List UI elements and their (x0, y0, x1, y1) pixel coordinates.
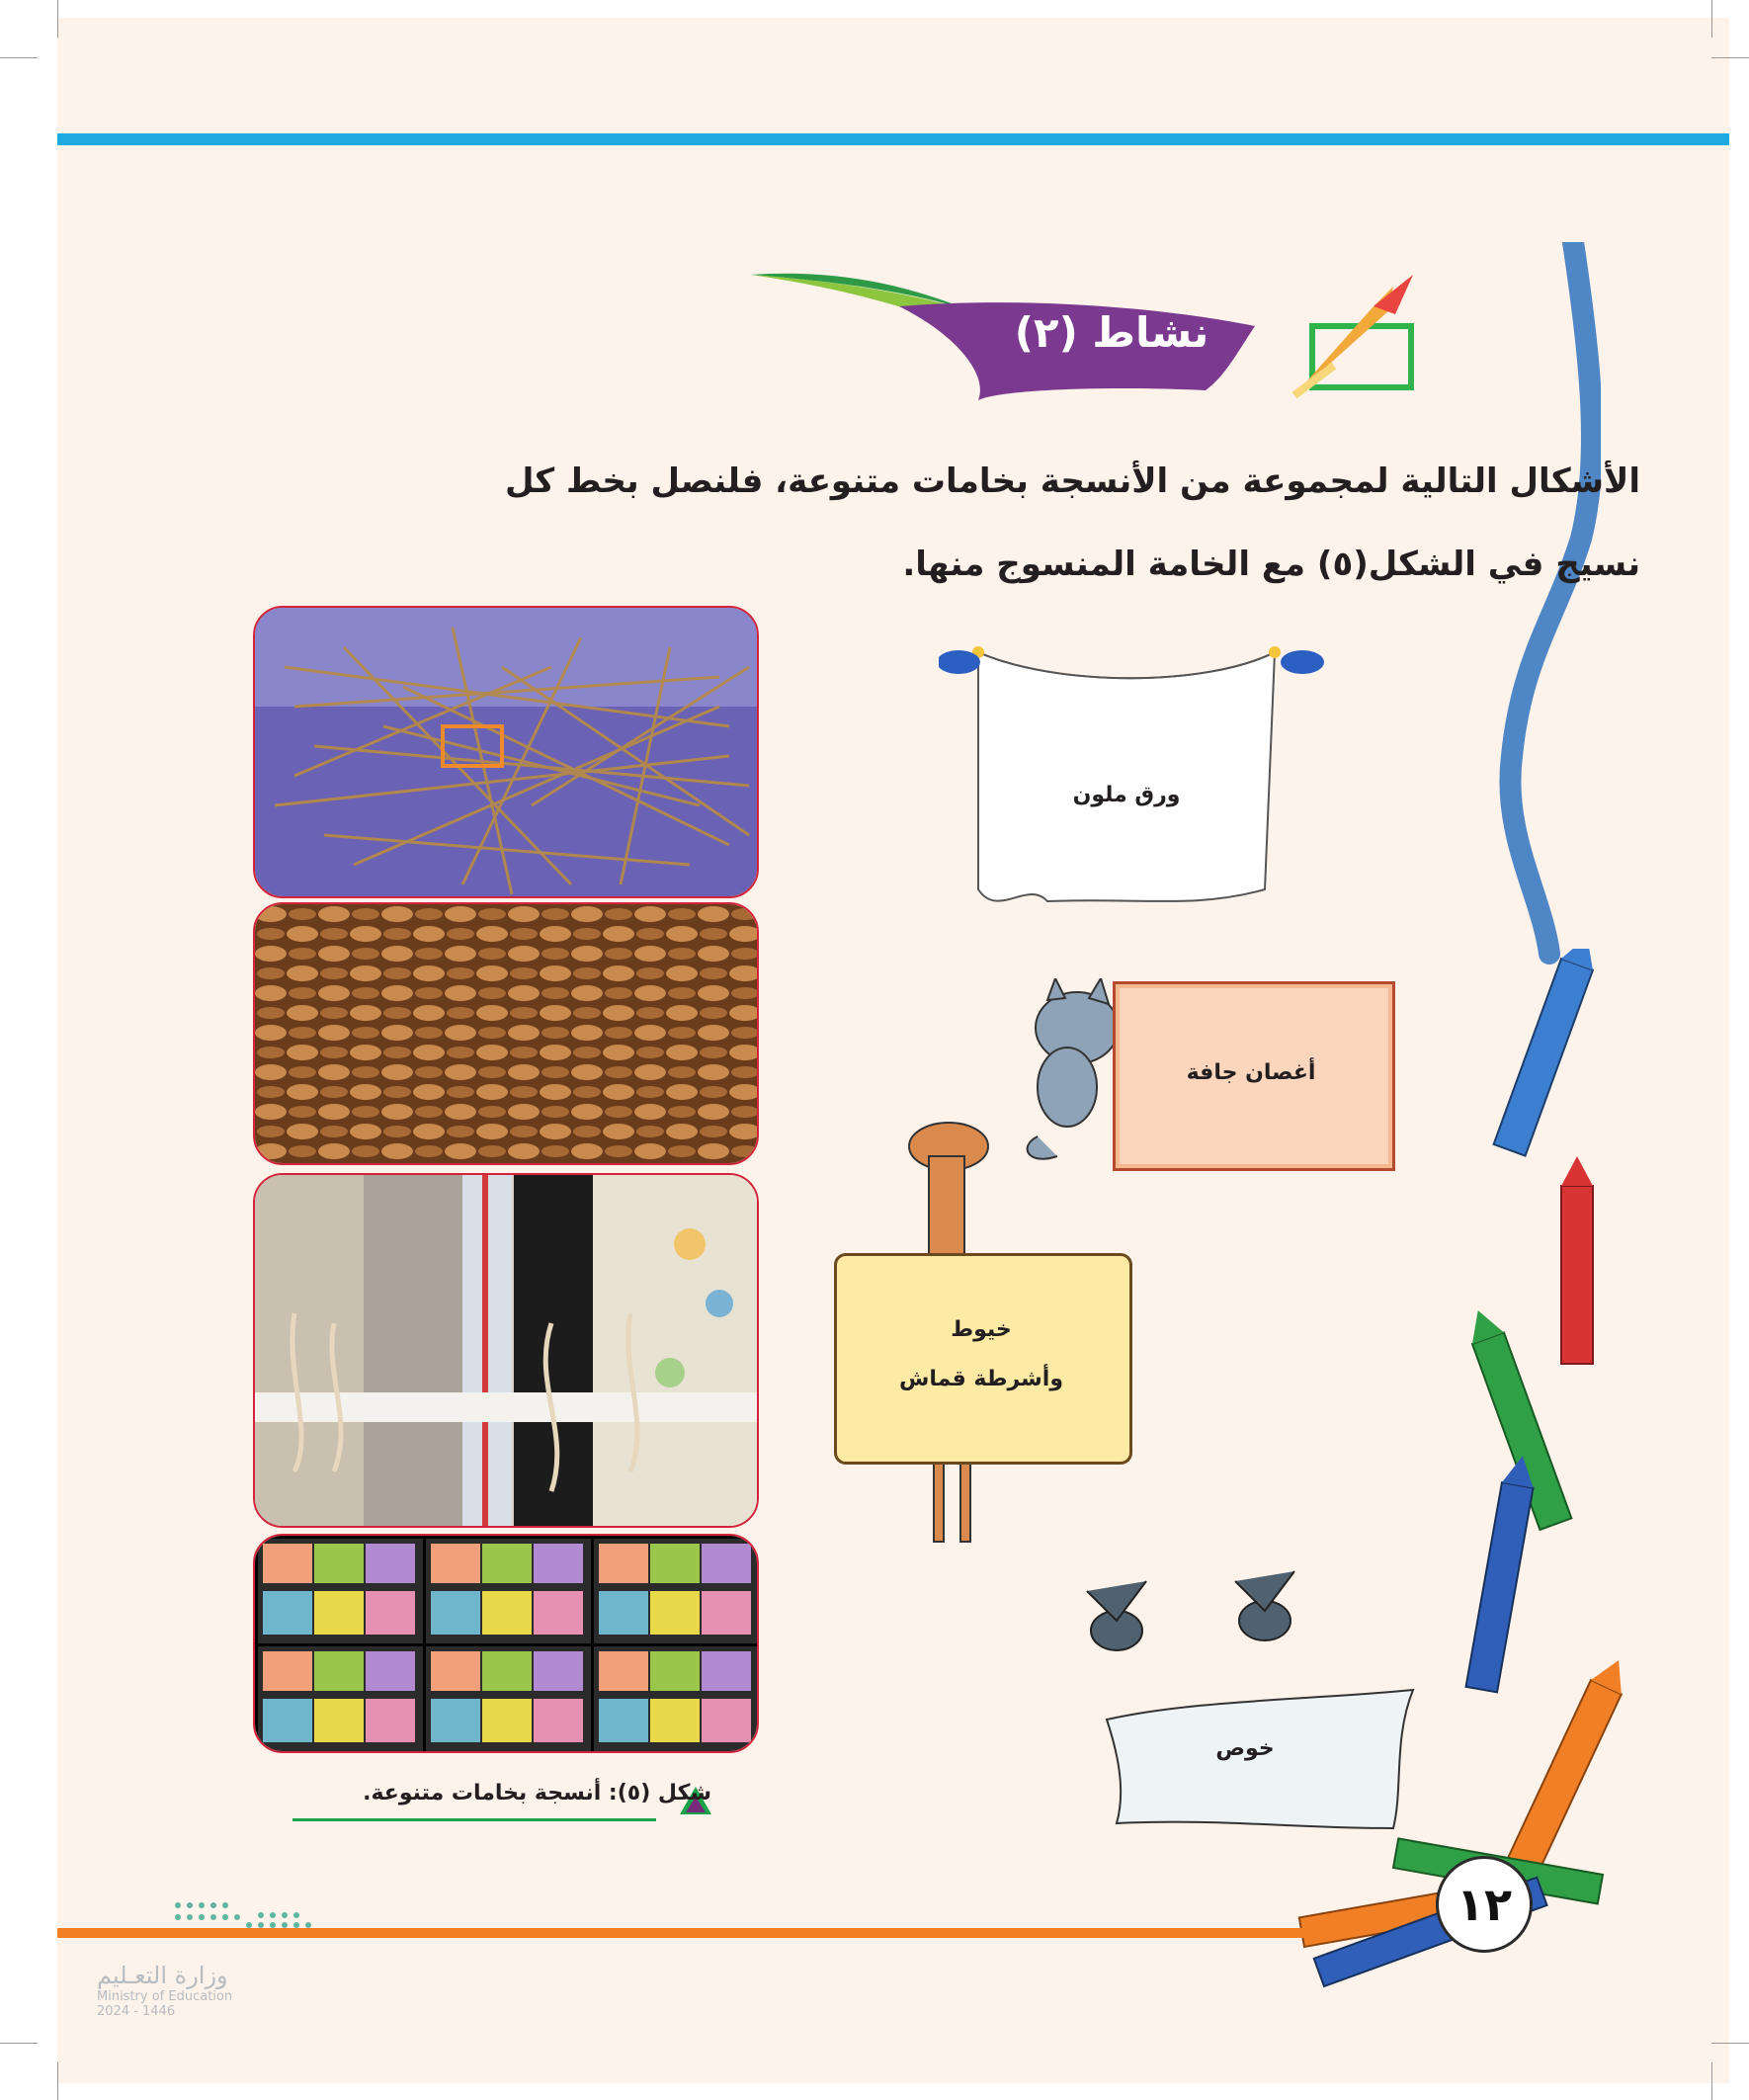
ministry-name-en: Ministry of Education (97, 1989, 233, 2004)
photo-twig-weaving (253, 606, 759, 898)
photo-wicker-weaving (253, 902, 759, 1165)
photo-paper-weaving (253, 1534, 759, 1753)
top-blue-rule (57, 133, 1729, 145)
crop-mark (57, 0, 58, 38)
figure-caption: شكل (٥): أنسجة بخامات متنوعة. (363, 1781, 711, 1806)
caption-underline (292, 1818, 656, 1821)
crop-mark (0, 2043, 38, 2044)
label-dry-branches: أغصان جافة (1186, 1060, 1316, 1085)
box-threads-ribbons (834, 1253, 1132, 1465)
cat-icon (1018, 978, 1126, 1176)
label-palm-leaves: خوص (1215, 1736, 1275, 1761)
photo-thread-weaving (253, 1173, 759, 1528)
crop-mark (57, 2062, 58, 2100)
crop-mark (1711, 2062, 1712, 2100)
instructions-text (237, 440, 1640, 606)
crop-mark (1711, 2043, 1749, 2044)
instructions-line-1: الأشكال التالية لمجموعة من الأنسجة بخامات متنوعة، فلنصل بخط كل (504, 462, 1640, 501)
page-number: ١٢ (1436, 1856, 1533, 1953)
crop-mark (1711, 0, 1712, 38)
label-ribbons: وأشرطة قماش (898, 1367, 1064, 1391)
ministry-name-ar: وزارة التعـليم (97, 1962, 228, 1989)
crayons-decoration (1265, 949, 1660, 1996)
blue-brush-stroke (1462, 242, 1601, 973)
label-threads: خيوط (951, 1317, 1012, 1342)
crop-mark (1711, 57, 1749, 58)
activity-title: نشاط (٢) (1014, 308, 1209, 357)
crop-mark (0, 57, 38, 58)
instructions-line-2: نسيج في الشكل(٥) مع الخامة المنسوج منها. (902, 545, 1640, 584)
label-colored-paper: ورق ملون (1072, 783, 1181, 807)
ministry-logo-icon (168, 1895, 326, 1939)
ministry-footer (97, 1962, 232, 2019)
edition-year: 2024 - 1446 (97, 2004, 176, 2019)
